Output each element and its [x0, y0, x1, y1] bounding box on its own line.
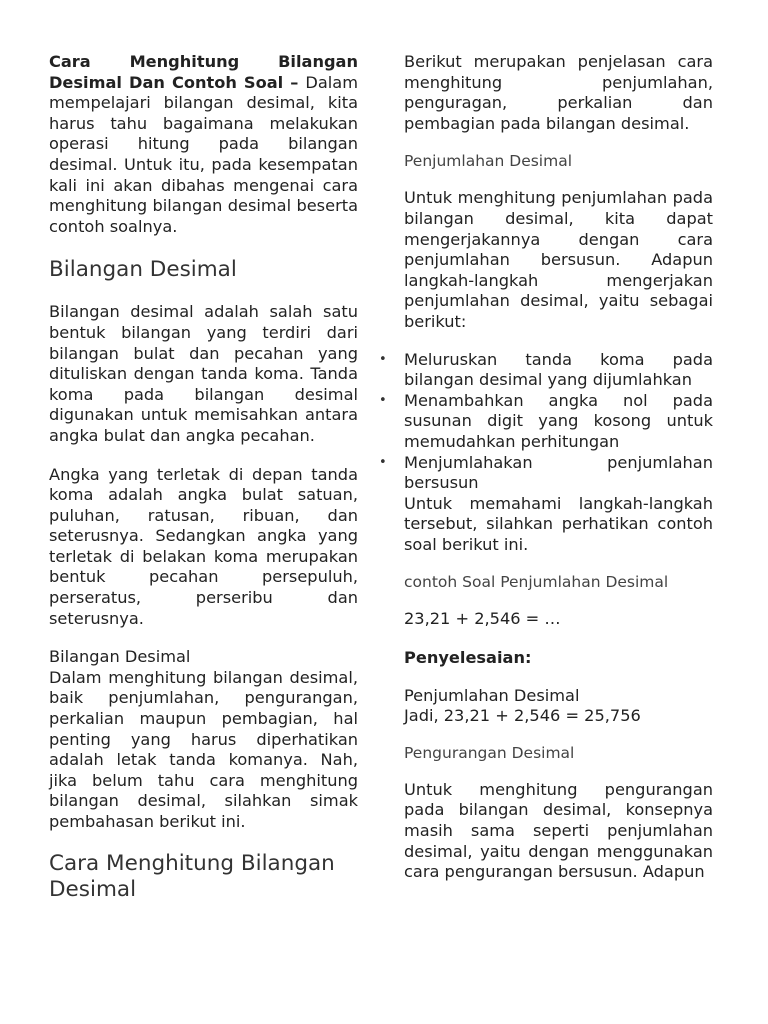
subheading-pengurangan: Pengurangan Desimal [404, 743, 575, 762]
list-item: • Meluruskan tanda koma pada bilangan desimal yang dijumlahkan [404, 350, 713, 391]
list-item: • Menjumlahakan penjumlahan bersusun [404, 453, 713, 494]
section-heading-bilangan-desimal: Bilangan Desimal [49, 257, 237, 283]
paragraph-overview: Berikut merupakan penjelasan cara menghitung penjumlahan, penguragan, perkalian dan pembagian pada bilangan desimal. [404, 52, 713, 133]
steps-list [404, 350, 713, 494]
list-item: • Menambahkan angka nol pada susunan digit yang kosong untuk memudahkan perhitungan [404, 391, 713, 453]
paragraph-digits: Angka yang terletak di depan tanda koma adalah angka bulat satuan, puluhan, ratusan, ribuan, dan seterusnya. Sedangkan angka yang terletak di belakan koma merupakan bentuk pecahan persepuluh, perseratus, perseribu dan seterusnya. [49, 464, 358, 628]
intro-paragraph [49, 52, 358, 237]
left-column [49, 52, 358, 903]
solution-result: Jadi, 23,21 + 2,546 = 25,756 [404, 706, 641, 726]
paragraph-penjumlahan: Untuk menghitung penjumlahan pada bilangan desimal, kita dapat mengerjakannya dengan cara penjumlahan bersusun. Adapun langkah-langkah mengerjakan penjumlahan desimal, yaitu sebagai berikut: [404, 188, 713, 331]
paragraph-pengurangan: Untuk menghitung pengurangan pada bilangan desimal, konsepnya masih sama seperti penjumlahan desimal, yaitu dengan menggunakan cara pengurangan bersusun. Adapun [404, 779, 713, 882]
paragraph-example-intro: Untuk memahami langkah-langkah tersebut, silahkan perhatikan contoh soal berikut ini. [404, 493, 713, 554]
subheading-contoh-soal: contoh Soal Penjumlahan Desimal [404, 573, 669, 592]
intro-title: Cara Menghitung Bilangan Desimal Dan Contoh Soal [49, 52, 358, 92]
subheading-penjumlahan: Penjumlahan Desimal [404, 152, 573, 171]
paragraph-definition: Bilangan desimal adalah salah satu bentuk bilangan yang terdiri dari bilangan bulat dan pecahan yang dituliskan dengan tanda koma. Tanda koma pada bilangan desimal digunakan untuk memisahkan antara angka bulat dan angka pecahan. [49, 302, 358, 445]
intro-text: Dalam mempelajari bilangan desimal, kita harus tahu bagaimana melakukan operasi hitung pada bilangan desimal. Untuk itu, pada kesempatan kali ini akan dibahas mengenai cara menghitung bilangan desimal beserta contoh soalnya. [49, 72, 358, 236]
solution-label: Penyelesaian: [404, 648, 532, 668]
intro-dash: – [283, 72, 306, 92]
image-caption: Bilangan Desimal [49, 647, 191, 667]
section-heading-cara-menghitung: Cara Menghitung Bilangan Desimal [49, 850, 335, 902]
paragraph-with-caption [49, 647, 358, 832]
example-equation: 23,21 + 2,546 = … [404, 609, 561, 629]
right-column [404, 52, 713, 883]
solution-caption: Penjumlahan Desimal [404, 685, 580, 705]
solution-block [404, 686, 713, 727]
paragraph-importance: Dalam menghitung bilangan desimal, baik penjumlahan, pengurangan, perkalian maupun pembagian, hal penting yang harus diperhatikan adalah letak tanda komanya. Nah, jika belum tahu cara menghitung bilangan desimal, silahkan simak pembahasan berikut ini. [49, 667, 358, 831]
